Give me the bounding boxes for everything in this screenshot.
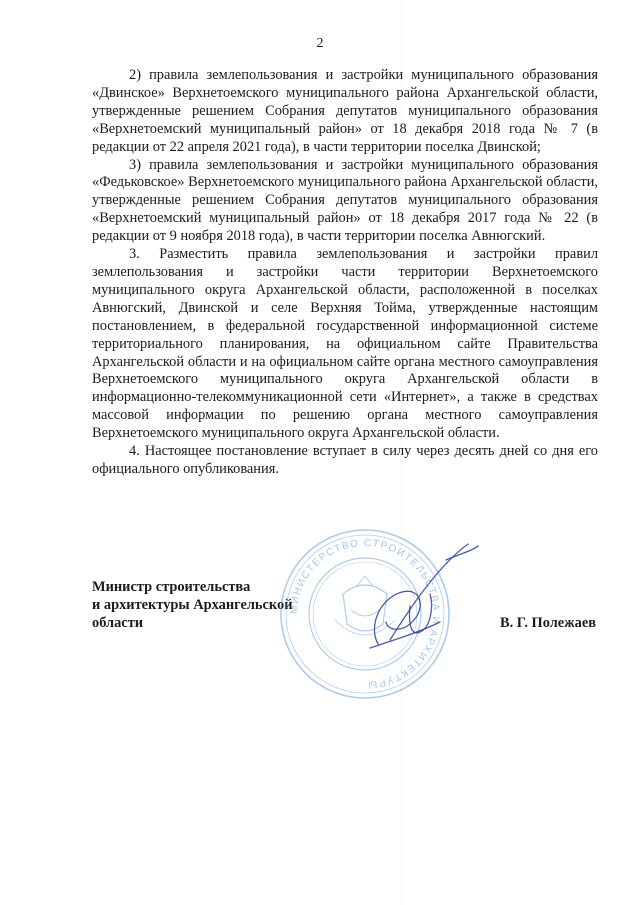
body-text — [92, 67, 598, 479]
page-number: 2 — [316, 36, 324, 51]
paragraph-point-4: 4. Настоящее постановление вступает в силу через десять дней со дня его официального опубликования. — [92, 443, 598, 477]
signatory-title-line: Министр строительства — [92, 579, 251, 595]
paragraph-item-3: 3) правила землепользования и застройки муниципального образования «Федьковское» Верхнетоемского муниципального района Архангельской области, утвержденные решением Собрания депутатов муниципального образования «Верхнетоемский муниципальный район» от 18 декабря 2017 года № 22 (в редакции от 9 ноября 2018 года), в части территории поселка Авнюгский. — [92, 156, 598, 245]
stamp-ring-text: МИНИСТЕРСТВО СТРОИТЕЛЬСТВА И АРХИТЕКТУРЫ — [288, 537, 442, 691]
paragraph-point-3: 3. Разместить правила землепользования и застройки правил землепользования и застройки части территории Верхнетоемского муниципального округа Архангельской области, расположенной в поселках Авнюгский, Двинской и селе Верхняя Тойма, утвержденные настоящим постановлением, в федеральной государственной информационной системе территориального планирования, на официальном сайте Правительства Архангельской области и на официальном сайте органа местного самоуправления Верхнетоемского муниципального округа Архангельской области в информационно-телекоммуникационной сети «Интернет», а также в средствах массовой информации по решению органа местного самоуправления Верхнетоемского муниципального округа Архангельской области. — [92, 246, 598, 442]
signatory-title — [92, 578, 293, 632]
signatory-name: В. Г. Полежаев — [500, 615, 596, 631]
handwritten-signature — [350, 536, 480, 656]
signatory-title-line: области — [92, 615, 144, 631]
signatory-title-line: и архитектуры Архангельской — [92, 597, 293, 613]
paragraph-item-2: 2) правила землепользования и застройки муниципального образования «Двинское» Верхнетоемского муниципального района Архангельской области, утвержденные решением Собрания депутатов муниципального образования «Верхнетоемский муниципальный район» от 18 декабря 2018 года № 7 (в редакции от 22 апреля 2021 года), в части территории поселка Двинской; — [92, 67, 598, 155]
